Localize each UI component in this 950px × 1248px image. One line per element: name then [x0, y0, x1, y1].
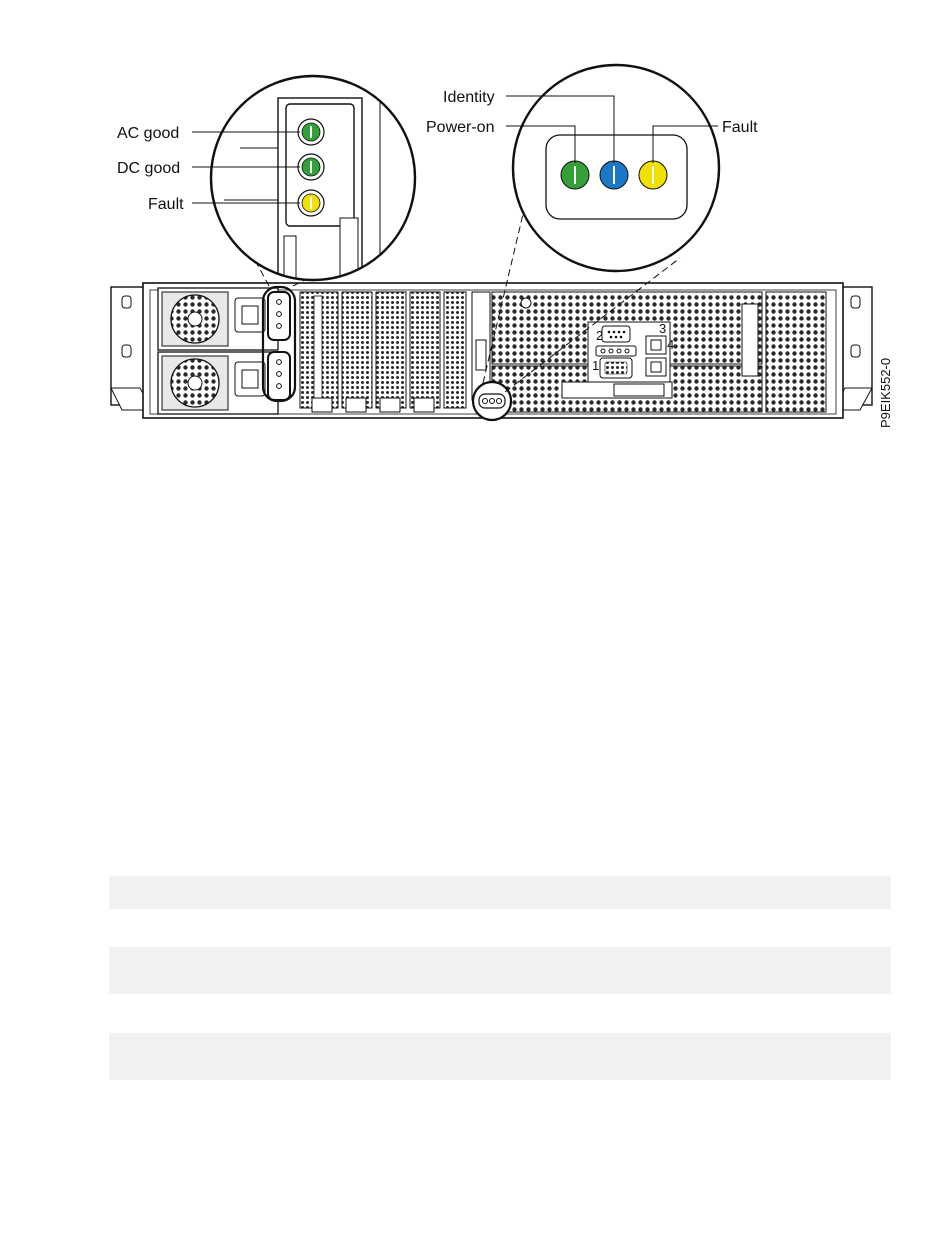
callout-ac-good: AC good [117, 125, 180, 142]
callout-psu-fault: Fault [148, 196, 184, 213]
system-led-cluster [473, 382, 511, 420]
system-vent-area [492, 292, 826, 412]
port-label-3: 3 [659, 321, 667, 336]
table-row-stripe-2 [109, 947, 891, 994]
psu-led-zoom [210, 75, 420, 298]
callout-power-on: Power-on [426, 119, 495, 136]
table-row-stripe-1 [109, 876, 891, 909]
figure-id: P9EIK552-0 [878, 357, 893, 428]
power-supply-lower [158, 352, 290, 414]
callout-system-fault: Fault [722, 119, 758, 136]
port-label-1: 1 [592, 358, 600, 373]
port-label-2: 2 [596, 328, 604, 343]
table-row-stripe-3 [109, 1033, 891, 1080]
port-label-4: 4 [667, 337, 675, 352]
callout-dc-good: DC good [117, 160, 181, 177]
callout-identity: Identity [443, 89, 495, 106]
pcie-slots [300, 292, 490, 412]
power-supply-upper [158, 288, 290, 350]
